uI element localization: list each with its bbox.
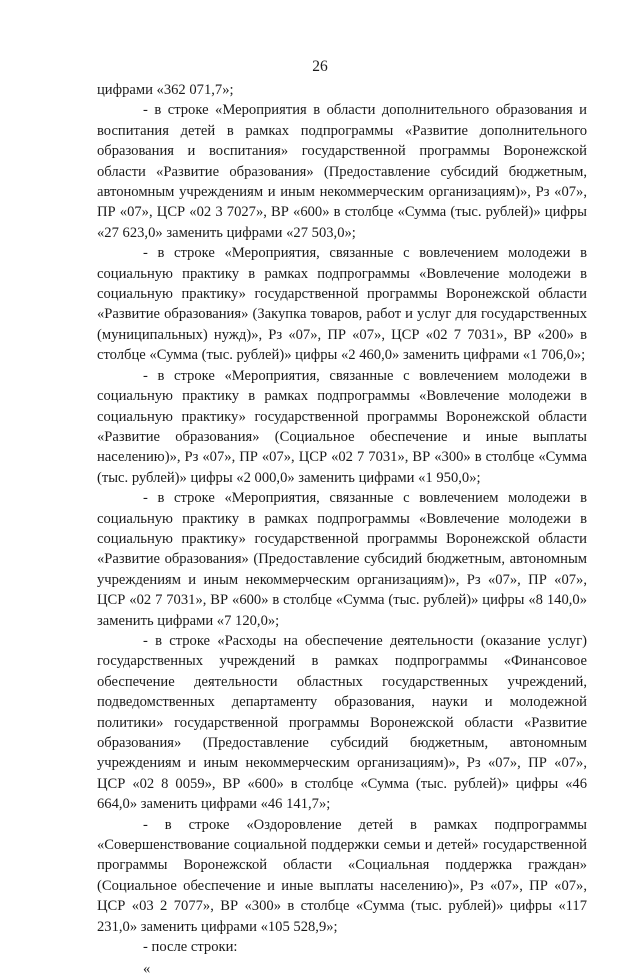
paragraph-continuation: цифрами «362 071,7»; [97, 82, 234, 98]
closing-quote-mark: « [143, 961, 151, 978]
paragraph-amendment-6: - в строке «Оздоровление детей в рамках подпрограммы «Совершенствование социальной поддержки семьи и детей» государственной программы Воронежской области «Социальная поддержка граждан» (Социальное обеспечение и иные выплаты населению)», Рз «07», ПР «07», ЦСР «03 2 7077», ВР «300» в столбце «Сумма (тыс. рублей)» цифры «117 231,0» заменить цифрами «105 528,9»; [97, 816, 587, 935]
page-number: 26 [312, 58, 328, 75]
paragraph-after-line: - после строки: [143, 939, 238, 956]
paragraph-amendment-2: - в строке «Мероприятия, связанные с вовлечением молодежи в социальную практику в рамках подпрограммы «Вовлечение молодежи в социальную практику» государственной программы Воронежской области «Развитие образования» (Закупка товаров, работ и услуг для государственных (муниципальных) нужд)», Рз «07», ПР «07», ЦСР «02 7 7031», ВР «200» в столбце «Сумма (тыс. рублей)» цифры «2 460,0» заменить цифрами «1 706,0»; [97, 245, 587, 364]
paragraph-amendment-5: - в строке «Расходы на обеспечение деятельности (оказание услуг) государственных учреждений в рамках подпрограммы «Финансовое обеспечение деятельности областных государственных учреждений, подведомственных департаменту образования, науки и молодежной политики» государственной программы Воронежской области «Развитие образования» (Предоставление субсидий бюджетным, автономным учреждениям и иным некоммерческим организациям)», Рз «07», ПР «07», ЦСР «02 8 0059», ВР «600» в столбце «Сумма (тыс. рублей)» цифры «46 664,0» заменить цифрами «46 141,7»; [97, 632, 587, 813]
paragraph-amendment-1: - в строке «Мероприятия в области дополнительного образования и воспитания детей в рамках подпрограммы «Развитие дополнительного образования и воспитания» государственной программы Воронежской области «Развитие образования» (Предоставление субсидий бюджетным, автономным учреждениям и иным некоммерческим организациям)», Рз «07», ПР «07», ЦСР «02 3 7027», ВР «600» в столбце «Сумма (тыс. рублей)» цифры «27 623,0» заменить цифрами «27 503,0»; [97, 102, 587, 241]
document-body [97, 80, 587, 980]
paragraph-amendment-4: - в строке «Мероприятия, связанные с вовлечением молодежи в социальную практику в рамках подпрограммы «Вовлечение молодежи в социальную практику» государственной программы Воронежской области «Развитие образования» (Предоставление субсидий бюджетным, автономным учреждениям и иным некоммерческим организациям)», Рз «07», ПР «07», ЦСР «02 7 7031», ВР «600» в столбце «Сумма (тыс. рублей)» цифры «8 140,0» заменить цифрами «7 120,0»; [97, 490, 587, 629]
paragraph-amendment-3: - в строке «Мероприятия, связанные с вовлечением молодежи в социальную практику в рамках подпрограммы «Вовлечение молодежи в социальную практику» государственной программы Воронежской области «Развитие образования» (Социальное обеспечение и иные выплаты населению)», Рз «07», ПР «07», ЦСР «02 7 7031», ВР «300» в столбце «Сумма (тыс. рублей)» цифры «2 000,0» заменить цифрами «1 950,0»; [97, 367, 587, 486]
